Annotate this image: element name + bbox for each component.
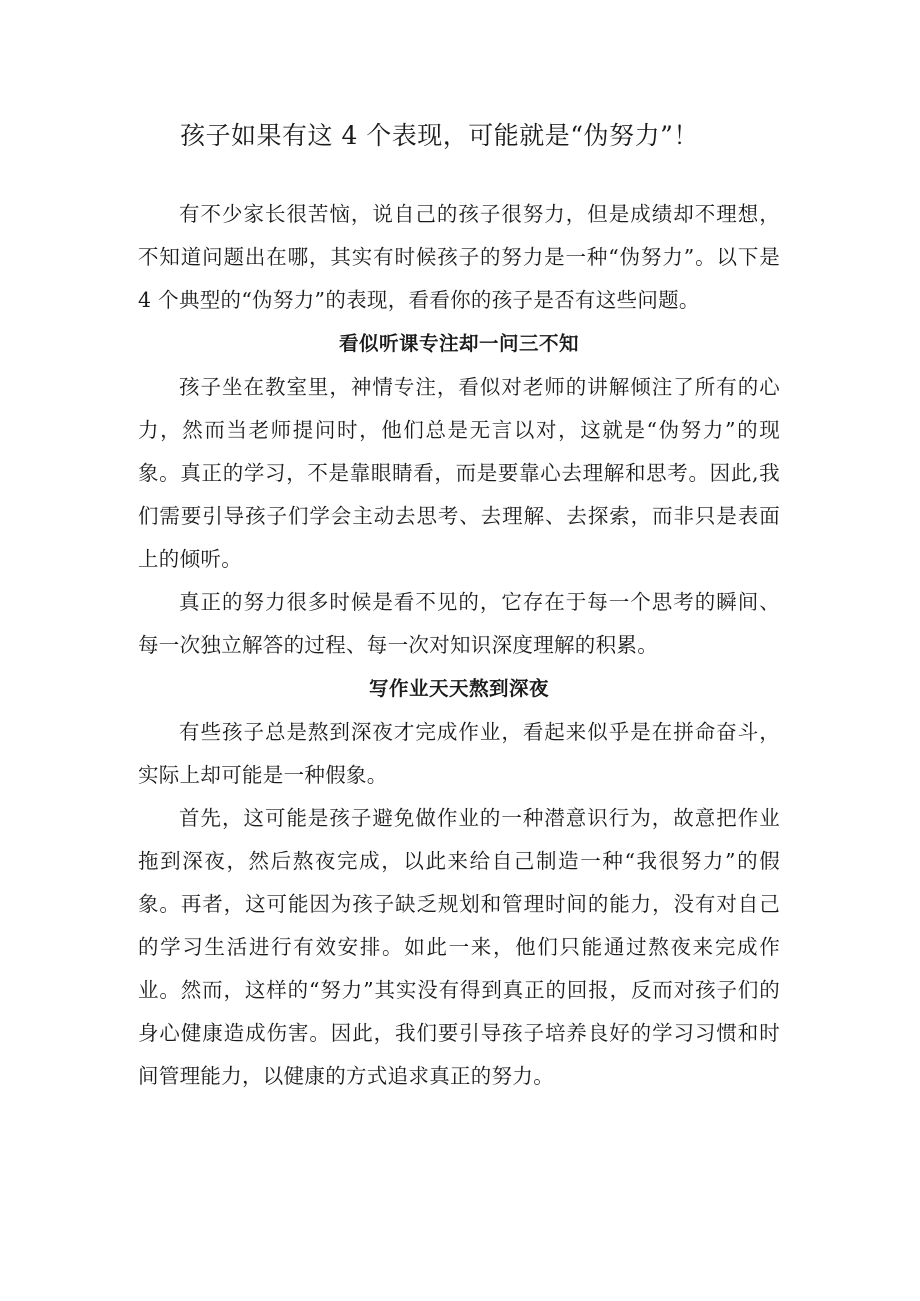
section-1-paragraph-2: 真正的努力很多时候是看不见的，它存在于每一个思考的瞬间、每一次独立解答的过程、每一次对知识深度理解的积累。 (138, 590, 780, 657)
document-body (138, 193, 780, 1098)
intro-paragraph: 有不少家长很苦恼，说自己的孩子很努力，但是成绩却不理想，不知道问题出在哪，其实有时候孩子的努力是一种“伪努力”。以下是 4 个典型的“伪努力”的表现，看看你的孩子是否有这些问题。 (138, 202, 780, 312)
section-2-paragraph-1: 有些孩子总是熬到深夜才完成作业，看起来似乎是在拼命奋斗，实际上却可能是一种假象。 (138, 720, 780, 787)
section-heading-1: 看似听课专注却一问三不知 (338, 332, 579, 355)
section-heading-2: 写作业天天熬到深夜 (368, 677, 549, 700)
section-1-paragraph-1: 孩子坐在教室里，神情专注，看似对老师的讲解倾注了所有的心力，然而当老师提问时，他们总是无言以对，这就是“伪努力”的现象。真正的学习，不是靠眼睛看，而是要靠心去理解和思考。因此,我们需要引导孩子们学会主动去思考、去理解、去探索，而非只是表面上的倾听。 (138, 375, 780, 571)
document-title: 孩子如果有这 4 个表现，可能就是“伪努力”！ (180, 121, 699, 150)
section-2-paragraph-2: 首先，这可能是孩子避免做作业的一种潜意识行为，故意把作业拖到深夜，然后熬夜完成，以此来给自己制造一种“我很努力”的假象。再者，这可能因为孩子缺乏规划和管理时间的能力，没有对自己的学习生活进行有效安排。如此一来，他们只能通过熬夜来完成作业。然而，这样的“努力”其实没有得到真正的回报，反而对孩子们的身心健康造成伤害。因此，我们要引导孩子培养良好的学习习惯和时间管理能力，以健康的方式追求真正的努力。 (138, 806, 780, 1088)
